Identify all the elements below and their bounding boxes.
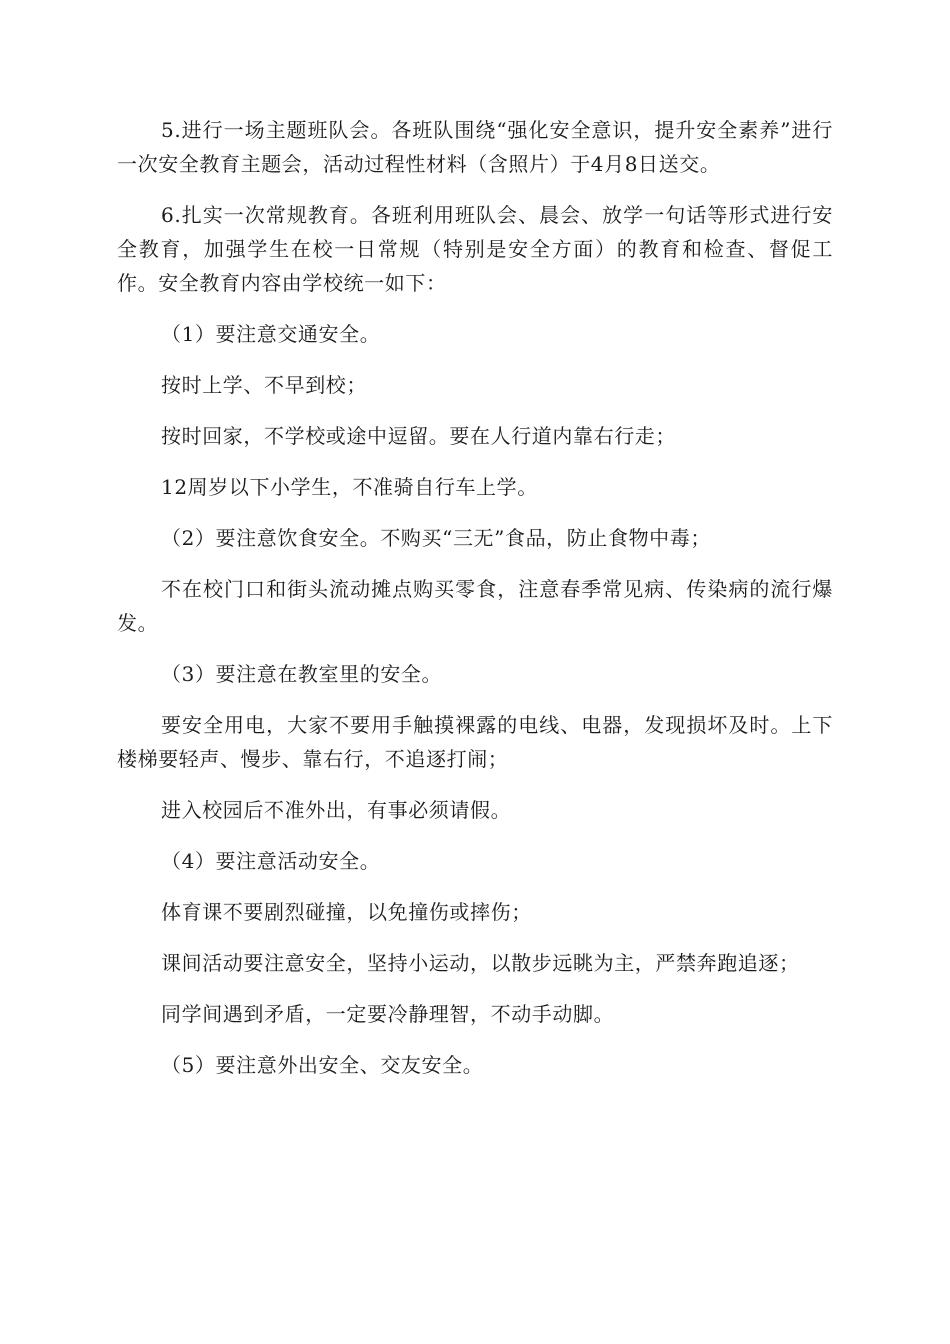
paragraph-recess: 课间活动要注意安全，坚持小运动，以散步远眺为主，严禁奔跑追逐； bbox=[161, 951, 800, 975]
document-body bbox=[117, 113, 833, 1099]
heading-food-safety: （2）要注意饮食安全。不购买“三无”食品，防止食物中毒； bbox=[161, 526, 711, 550]
paragraph-pe-class: 体育课不要剧烈碰撞，以免撞伤或摔伤； bbox=[161, 900, 532, 924]
paragraph-no-leaving-campus: 进入校园后不准外出，有事必须请假。 bbox=[161, 798, 512, 822]
paragraph-on-time-school: 按时上学、不早到校； bbox=[161, 373, 367, 397]
paragraph-conflicts: 同学间遇到矛盾，一定要冷静理智，不动手动脚。 bbox=[161, 1002, 615, 1026]
heading-classroom-safety: （3）要注意在教室里的安全。 bbox=[161, 662, 443, 686]
heading-activity-safety: （4）要注意活动安全。 bbox=[161, 849, 381, 873]
paragraph-on-time-home: 按时回家，不学校或途中逗留。要在人行道内靠右行走； bbox=[161, 424, 676, 448]
paragraph-class-meeting: 5.进行一场主题班队会。各班队围绕“强化安全意识，提升安全素养”进行一次安全教育主题会，活动过程性材料（含照片）于4月8日送交。 bbox=[117, 118, 833, 176]
paragraph-routine-education: 6.扎实一次常规教育。各班利用班队会、晨会、放学一句话等形式进行安全教育，加强学生在校一日常规（特别是安全方面）的教育和检查、督促工作。安全教育内容由学校统一如下： bbox=[117, 203, 833, 295]
heading-traffic-safety: （1）要注意交通安全。 bbox=[161, 322, 381, 346]
paragraph-electricity-stairs: 要安全用电，大家不要用手触摸裸露的电线、电器，发现损坏及时。上下楼梯要轻声、慢步、靠右行，不追逐打闹； bbox=[117, 713, 833, 771]
paragraph-street-snacks: 不在校门口和街头流动摊点购买零食，注意春季常见病、传染病的流行爆发。 bbox=[117, 577, 833, 635]
paragraph-no-bicycle: 12周岁以下小学生，不准骑自行车上学。 bbox=[161, 475, 538, 499]
heading-outing-safety: （5）要注意外出安全、交友安全。 bbox=[161, 1053, 484, 1077]
